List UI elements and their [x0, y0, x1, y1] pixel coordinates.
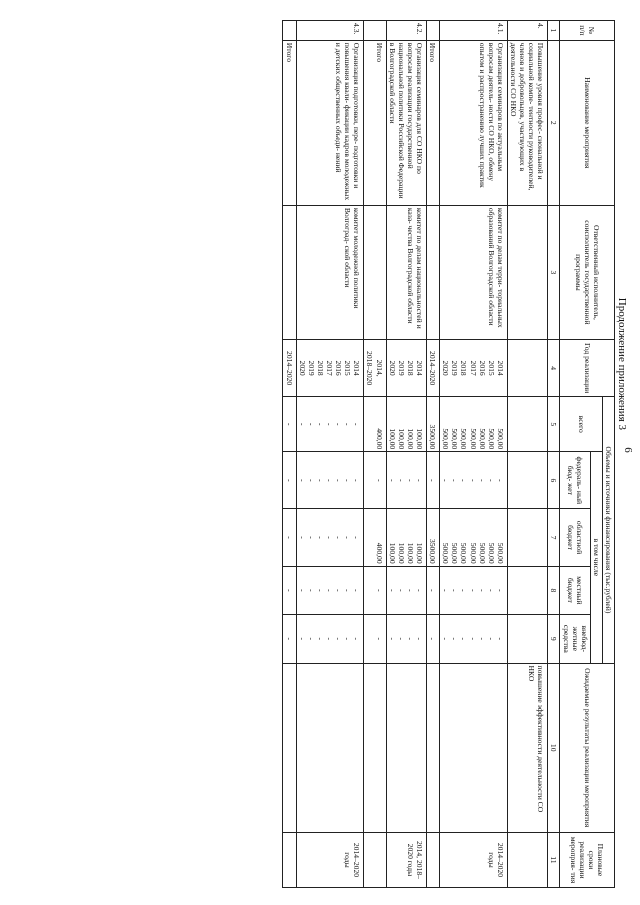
- row-num: 4.3.: [296, 21, 364, 41]
- row-result: повышение эффективности деятельности СО НКО: [507, 663, 547, 832]
- col-number: 9: [548, 615, 560, 663]
- row-responsible: комитет по делам национальностей и каза- чества Волгоградской области: [386, 205, 426, 339]
- itogo-federal: -: [283, 452, 296, 509]
- row-name: Повышение уровня профес- сиональной и социальной компе- тентности руководителей, членов и добровольцев, участвующих в деятельности СО НКО: [507, 40, 547, 205]
- row-regional: 500,00 500,00 500,00 500,00 500,00 500,00 500,00: [440, 509, 508, 566]
- header-regional: областной бюджет: [560, 509, 590, 566]
- col-number: 6: [548, 452, 560, 509]
- itogo-total: -: [283, 397, 296, 452]
- table-row: [440, 21, 508, 888]
- itogo-label: Итого: [427, 40, 440, 205]
- page-number: 6: [622, 447, 634, 453]
- row-federal: - - - -: [386, 452, 426, 509]
- row-num: 4.: [507, 21, 547, 41]
- header-extra: внебюд- жетные средства: [560, 615, 590, 663]
- header-responsible: Ответственный исполнитель, соисполнитель государственной программы: [560, 205, 615, 339]
- header-results: Ожидаемые результаты реализации мероприятия: [560, 663, 615, 832]
- header-funding: Объемы и источники финансирования (тыс.рублей): [602, 397, 614, 663]
- row-total: 100,00 100,00 100,00 100,00: [386, 397, 426, 452]
- itogo-extra: -: [427, 615, 440, 663]
- row-local: - - - -: [386, 566, 426, 614]
- row-years: 2014 2015 2016 2017 2018 2019 2020: [440, 340, 508, 397]
- row-federal: - - - - - - -: [440, 452, 508, 509]
- col-number: 5: [548, 397, 560, 452]
- table-row: [296, 21, 364, 888]
- header-local: местный бюджет: [560, 566, 590, 614]
- itogo-year: 2014–2020: [427, 340, 440, 397]
- table-row-total: [364, 21, 386, 888]
- row-regional: 100,00 100,00 100,00 100,00: [386, 509, 426, 566]
- row-term: 2014–2020 годы: [296, 832, 364, 887]
- header-incl: в том числе: [590, 452, 602, 663]
- row-responsible: комитет молодежной политики Волгоград- ской области: [296, 205, 364, 339]
- itogo-label: Итого: [283, 40, 296, 205]
- itogo-regional: 3500,00: [427, 509, 440, 566]
- itogo-year: 2014–2020: [283, 340, 296, 397]
- header-year: Год реализации: [560, 340, 615, 397]
- column-numbers-row: [548, 21, 560, 888]
- row-regional: - - - - - - -: [296, 509, 364, 566]
- row-name: Организация семинаров для СО НКО по вопросам реализации государственной национальной политики Российской Федерации в Волгоградской области: [386, 40, 426, 205]
- itogo-total: 400,00: [364, 397, 386, 452]
- itogo-regional: -: [283, 509, 296, 566]
- itogo-local: -: [283, 566, 296, 614]
- row-num: 4.2.: [386, 21, 426, 41]
- itogo-local: -: [427, 566, 440, 614]
- itogo-total: 3500,00: [427, 397, 440, 452]
- table-row-total: [427, 21, 440, 888]
- header-federal: федераль- ный бюд- жет: [560, 452, 590, 509]
- col-number: 1: [548, 21, 560, 41]
- itogo-federal: -: [427, 452, 440, 509]
- header-num: № п/п: [560, 21, 615, 41]
- row-name: Организация семинаров по актуальным вопросам деятель- ности СО НКО, обмену опытом и распространению лучших практик: [440, 40, 508, 205]
- table-row-total: [283, 21, 296, 888]
- table-row: [507, 21, 547, 888]
- col-number: 3: [548, 205, 560, 339]
- itogo-federal: -: [364, 452, 386, 509]
- col-number: 10: [548, 663, 560, 832]
- header-terms: Плановые сроки реализации мероприя- тия: [560, 832, 615, 887]
- col-number: 7: [548, 509, 560, 566]
- col-number: 11: [548, 832, 560, 887]
- row-extra: - - - - - - -: [440, 615, 508, 663]
- row-responsible: комитет по делам терри- ториальных образований Волгоградской области: [440, 205, 508, 339]
- itogo-extra: -: [283, 615, 296, 663]
- row-federal: - - - - - - -: [296, 452, 364, 509]
- row-term: 2014–2020 годы: [440, 832, 508, 887]
- row-years: 2014 2018 2019 2020: [386, 340, 426, 397]
- itogo-extra: -: [364, 615, 386, 663]
- col-number: 4: [548, 340, 560, 397]
- row-extra: - - - -: [386, 615, 426, 663]
- itogo-local: -: [364, 566, 386, 614]
- header-name: Наименование мероприятия: [560, 40, 615, 205]
- col-number: 8: [548, 566, 560, 614]
- row-total: - - - - - - -: [296, 397, 364, 452]
- row-name: Организация подготовки, пере- подготовки и повышения квали- фикации кадров молодежных и детских общественных объеди- нений: [296, 40, 364, 205]
- itogo-label: Итого: [364, 40, 386, 205]
- itogo-year: 2014, 2018–2020: [364, 340, 386, 397]
- row-term: 2014, 2018–2020 годы: [386, 832, 426, 887]
- row-years: 2014 2015 2016 2017 2018 2019 2020: [296, 340, 364, 397]
- header-total: всего: [560, 397, 602, 452]
- row-total: 500,00 500,00 500,00 500,00 500,00 500,00 500,00: [440, 397, 508, 452]
- table-row: [386, 21, 426, 888]
- row-local: - - - - - - -: [296, 566, 364, 614]
- continuation-label: Продолжение приложения 3: [616, 297, 628, 430]
- row-local: - - - - - - -: [440, 566, 508, 614]
- row-extra: - - - - - - -: [296, 615, 364, 663]
- row-num: 4.1.: [440, 21, 508, 41]
- program-table: [283, 20, 616, 888]
- col-number: 2: [548, 40, 560, 205]
- itogo-regional: 400,00: [364, 509, 386, 566]
